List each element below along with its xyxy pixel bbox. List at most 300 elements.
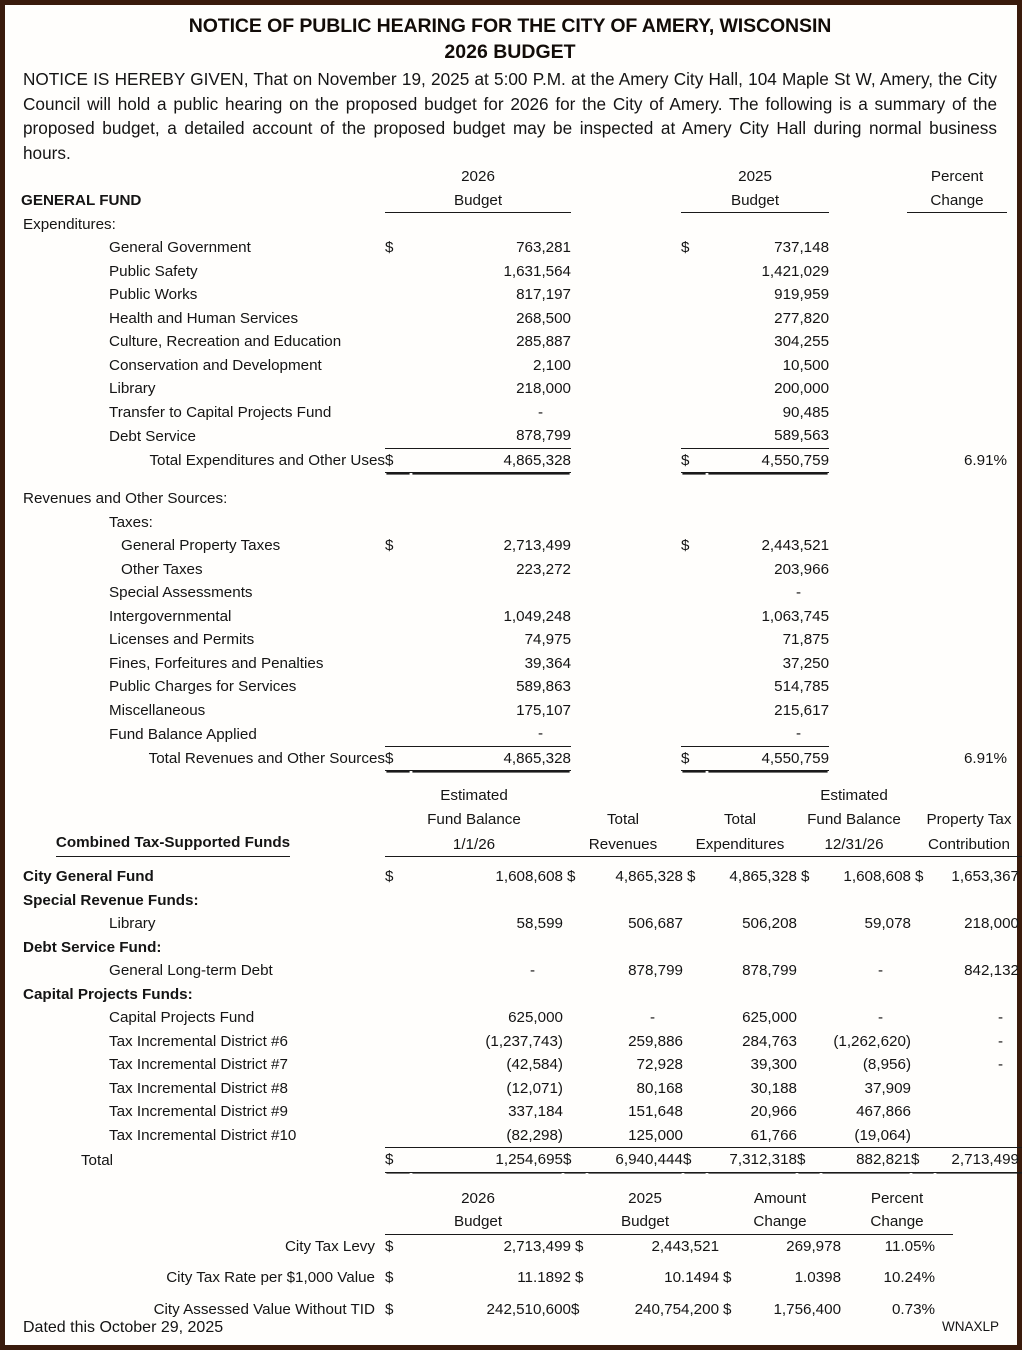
cf-h4-fund-balance: Fund Balance xyxy=(807,810,901,828)
currency-symbol: $ xyxy=(571,1300,580,1318)
value-total-expenditures: 39,300 xyxy=(750,1056,797,1074)
value-2025: 240,754,200 xyxy=(634,1300,720,1318)
currency-symbol xyxy=(681,377,707,401)
currency-symbol: $ xyxy=(385,868,394,886)
taxes-label: Taxes: xyxy=(109,513,153,531)
value-amount-change: 269,978 xyxy=(786,1237,842,1255)
currency-symbol xyxy=(385,377,411,401)
value-total-revenues: 72,928 xyxy=(636,1056,683,1074)
currency-symbol xyxy=(385,330,411,354)
row-label: Fines, Forfeitures and Penalties xyxy=(109,654,324,672)
table-row xyxy=(21,558,1007,582)
currency-symbol: $ xyxy=(385,239,394,257)
currency-symbol: $ xyxy=(681,448,707,473)
table-row xyxy=(21,889,1022,913)
value-2025: 215,617 xyxy=(774,701,830,719)
table-row xyxy=(21,354,1007,378)
gf-header-budget-2026: Budget xyxy=(385,189,571,213)
tl-h-budget-2025: Budget xyxy=(571,1210,719,1234)
table-row xyxy=(21,652,1007,676)
row-label: Licenses and Permits xyxy=(109,631,255,649)
table-row xyxy=(21,1124,1022,1148)
row-label: Miscellaneous xyxy=(109,701,206,719)
gf-header-percent: Percent xyxy=(930,168,984,186)
currency-symbol xyxy=(385,1053,411,1077)
row-label: Tax Incremental District #8 xyxy=(109,1079,288,1097)
currency-symbol xyxy=(385,424,411,448)
revenues-label: Revenues and Other Sources: xyxy=(23,490,228,508)
row-label: Capital Projects Fund xyxy=(109,1009,255,1027)
value-fund-balance-start: 1,608,608 xyxy=(495,868,563,886)
row-label: Public Works xyxy=(109,286,198,304)
currency-symbol xyxy=(911,1124,935,1148)
total-2025: 4,550,759 xyxy=(707,746,829,771)
value-2025: 2,443,521 xyxy=(651,1237,720,1255)
value-fund-balance-end: 59,078 xyxy=(864,915,911,933)
value-fund-balance-start: (1,237,743) xyxy=(485,1032,563,1050)
currency-symbol xyxy=(681,699,707,723)
value-2026: 589,863 xyxy=(516,678,572,696)
total-fund-balance-start: 1,254,695 xyxy=(411,1148,563,1173)
value-2026: 878,799 xyxy=(516,427,572,445)
row-label: Transfer to Capital Projects Fund xyxy=(109,403,332,421)
gf-header-2025: 2025 xyxy=(738,168,772,186)
value-2025: 304,255 xyxy=(774,333,830,351)
value-fund-balance-end: (1,262,620) xyxy=(833,1032,911,1050)
currency-symbol xyxy=(681,722,707,746)
gf-header-row-2 xyxy=(21,189,1007,213)
value-fund-balance-end: - xyxy=(877,1009,883,1027)
currency-symbol xyxy=(563,1077,587,1101)
currency-symbol xyxy=(563,1006,587,1030)
cf-h4-date: 12/31/26 xyxy=(797,831,911,857)
row-label: City Tax Levy xyxy=(284,1237,375,1255)
currency-symbol: $ xyxy=(385,746,411,771)
cf-h3-blank xyxy=(683,784,797,808)
total-label: Total xyxy=(80,1151,114,1169)
total-label: Total Revenues and Other Sources xyxy=(148,750,385,768)
currency-symbol: $ xyxy=(797,1148,821,1173)
value-2026: - xyxy=(537,725,544,743)
currency-symbol xyxy=(911,1053,935,1077)
table-row xyxy=(21,959,1022,983)
tl-h-change-amount: Change xyxy=(719,1210,841,1234)
value-total-expenditures: 4,865,328 xyxy=(729,868,797,886)
table-row xyxy=(21,1077,1022,1101)
currency-symbol xyxy=(385,1006,411,1030)
table-row xyxy=(21,1030,1022,1054)
currency-symbol xyxy=(683,1124,707,1148)
table-row xyxy=(21,236,1007,260)
row-label: General Government xyxy=(109,239,251,257)
currency-symbol: $ xyxy=(385,448,411,473)
value-total-revenues: 506,687 xyxy=(628,915,683,933)
currency-symbol xyxy=(563,1053,587,1077)
currency-symbol xyxy=(911,1077,935,1101)
value-2026: 242,510,600 xyxy=(486,1300,572,1318)
cf-h2-blank xyxy=(563,784,683,808)
currency-symbol xyxy=(563,1030,587,1054)
row-label: Public Safety xyxy=(109,262,198,280)
cf-header-row-3 xyxy=(21,831,1022,857)
currency-symbol xyxy=(385,260,411,284)
cf-h5-blank xyxy=(911,784,1022,808)
value-fund-balance-start: 58,599 xyxy=(516,915,563,933)
table-row xyxy=(21,1100,1022,1124)
value-2025: 1,063,745 xyxy=(761,607,830,625)
table-row xyxy=(21,1053,1022,1077)
cf-h3-expenditures: Expenditures xyxy=(683,831,797,857)
gf-header-change: Change xyxy=(907,189,1007,213)
value-total-expenditures: 506,208 xyxy=(742,915,797,933)
row-label: Intergovernmental xyxy=(109,607,232,625)
value-2025: 10,500 xyxy=(782,356,830,374)
row-label: Tax Incremental District #6 xyxy=(109,1032,288,1050)
row-label: Library xyxy=(109,380,156,398)
currency-symbol xyxy=(797,1100,821,1124)
currency-symbol: $ xyxy=(575,1237,584,1255)
value-percent-change: 11.05% xyxy=(884,1237,936,1255)
value-fund-balance-end: (8,956) xyxy=(862,1056,911,1074)
value-2025: - xyxy=(795,584,802,602)
value-total-revenues: 878,799 xyxy=(628,962,683,980)
currency-symbol xyxy=(683,1030,707,1054)
value-2025: 203,966 xyxy=(774,560,830,578)
wnaxlp-mark: WNAXLP xyxy=(941,1319,999,1334)
currency-symbol xyxy=(719,1234,745,1258)
value-2026 xyxy=(411,581,571,605)
row-label: Debt Service Fund: xyxy=(23,938,162,956)
combined-funds-title: Combined Tax-Supported Funds xyxy=(56,831,290,857)
cf-h2-total: Total xyxy=(606,810,640,828)
cf-header-row-2 xyxy=(21,808,1022,832)
total-2026: 4,865,328 xyxy=(411,746,571,771)
value-amount-change: 1.0398 xyxy=(794,1269,842,1287)
currency-symbol xyxy=(797,1124,821,1148)
value-2026: 763,281 xyxy=(516,239,572,257)
value-2025: 200,000 xyxy=(774,380,830,398)
value-2026: 817,197 xyxy=(516,286,572,304)
currency-symbol xyxy=(385,283,411,307)
currency-symbol: $ xyxy=(683,1148,707,1173)
tl-header-row-2 xyxy=(21,1210,1022,1234)
currency-symbol xyxy=(681,424,707,448)
value-percent-change: 10.24% xyxy=(883,1269,936,1287)
value-amount-change: 1,756,400 xyxy=(773,1300,842,1318)
row-label: Other Taxes xyxy=(121,560,203,578)
currency-symbol xyxy=(911,1006,935,1030)
row-label: City Assessed Value Without TID xyxy=(153,1300,375,1318)
cf-h5-contribution: Contribution xyxy=(911,831,1022,857)
table-row xyxy=(21,377,1007,401)
currency-symbol: $ xyxy=(575,1269,584,1287)
currency-symbol xyxy=(683,1100,707,1124)
currency-symbol xyxy=(797,912,821,936)
value-total-revenues: - xyxy=(649,1009,655,1027)
expenditures-heading-row xyxy=(21,213,1007,237)
value-total-expenditures: 284,763 xyxy=(742,1032,797,1050)
table-row xyxy=(21,675,1007,699)
value-2025: 1,421,029 xyxy=(761,262,830,280)
value-2025: 10.1494 xyxy=(664,1269,720,1287)
currency-symbol xyxy=(681,401,707,425)
table-row xyxy=(21,912,1022,936)
table-row xyxy=(21,1006,1022,1030)
tl-h-budget-2026: Budget xyxy=(385,1210,571,1234)
currency-symbol xyxy=(911,959,935,983)
value-2025: - xyxy=(795,725,802,743)
currency-symbol xyxy=(683,959,707,983)
currency-symbol xyxy=(681,675,707,699)
currency-symbol: $ xyxy=(681,746,707,771)
currency-symbol: $ xyxy=(723,1269,732,1287)
value-total-revenues: 80,168 xyxy=(636,1079,683,1097)
currency-symbol xyxy=(797,959,821,983)
value-property-tax: 1,653,367 xyxy=(951,868,1019,886)
value-2026: 2,100 xyxy=(533,356,572,374)
cf-h4-estimated: Estimated xyxy=(820,787,888,805)
row-label: Fund Balance Applied xyxy=(109,725,257,743)
currency-symbol xyxy=(563,1124,587,1148)
currency-symbol xyxy=(385,401,411,425)
tl-h-change-percent: Change xyxy=(841,1210,953,1234)
value-2025: 37,250 xyxy=(782,654,830,672)
currency-symbol xyxy=(385,722,411,746)
cf-h5-property-tax: Property Tax xyxy=(926,810,1012,828)
page-title: NOTICE OF PUBLIC HEARING FOR THE CITY OF AMERY, WISCONSIN xyxy=(188,15,832,37)
value-2026: 74,975 xyxy=(524,631,572,649)
spacer-row xyxy=(21,857,1022,866)
gf-header-budget-2025: Budget xyxy=(681,189,829,213)
row-label: Tax Incremental District #9 xyxy=(109,1103,288,1121)
row-label: Capital Projects Funds: xyxy=(23,985,193,1003)
page-subtitle: 2026 BUDGET xyxy=(444,41,576,63)
currency-symbol xyxy=(797,1006,821,1030)
value-total-revenues: 151,648 xyxy=(628,1103,683,1121)
currency-symbol: $ xyxy=(681,537,690,555)
value-total-expenditures: 878,799 xyxy=(742,962,797,980)
table-row xyxy=(21,283,1007,307)
value-2026: 2,713,499 xyxy=(503,1237,572,1255)
table-row xyxy=(21,722,1007,746)
total-fund-balance-end: 882,821 xyxy=(821,1148,911,1173)
row-label: Tax Incremental District #7 xyxy=(109,1056,288,1074)
currency-symbol xyxy=(683,1077,707,1101)
value-fund-balance-end: 1,608,608 xyxy=(843,868,911,886)
value-2026: 175,107 xyxy=(516,701,572,719)
currency-symbol xyxy=(797,1053,821,1077)
value-2026: 1,631,564 xyxy=(503,262,572,280)
value-2026: 268,500 xyxy=(516,309,572,327)
currency-symbol xyxy=(385,912,411,936)
table-row xyxy=(21,424,1007,448)
currency-symbol xyxy=(563,1100,587,1124)
table-row xyxy=(21,1266,1022,1290)
currency-symbol xyxy=(385,307,411,331)
currency-symbol xyxy=(681,605,707,629)
expenditures-total-row xyxy=(21,448,1007,473)
revenues-total-row xyxy=(21,746,1007,771)
table-row xyxy=(21,865,1022,889)
currency-symbol xyxy=(681,558,707,582)
currency-symbol xyxy=(681,330,707,354)
value-fund-balance-start: 337,184 xyxy=(508,1103,563,1121)
row-label: Special Assessments xyxy=(109,584,253,602)
tl-header-row-1 xyxy=(21,1187,1022,1211)
value-property-tax: - xyxy=(997,1009,1003,1027)
row-label: Culture, Recreation and Education xyxy=(109,333,342,351)
row-label: Health and Human Services xyxy=(109,309,299,327)
table-row xyxy=(21,260,1007,284)
value-2025: 71,875 xyxy=(782,631,830,649)
currency-symbol: $ xyxy=(915,868,924,886)
value-total-revenues: 259,886 xyxy=(628,1032,683,1050)
currency-symbol xyxy=(385,1030,411,1054)
value-2026: 11.1892 xyxy=(517,1269,572,1287)
value-total-expenditures: 61,766 xyxy=(750,1126,797,1144)
cf-h1-estimated: Estimated xyxy=(440,787,508,805)
value-2026: - xyxy=(537,403,544,421)
table-row xyxy=(21,628,1007,652)
currency-symbol xyxy=(385,628,411,652)
currency-symbol xyxy=(797,1077,821,1101)
currency-symbol xyxy=(385,699,411,723)
value-fund-balance-start: (82,298) xyxy=(506,1126,563,1144)
table-row xyxy=(21,605,1007,629)
combined-funds-table xyxy=(21,784,1022,1173)
row-label: City Tax Rate per $1,000 Value xyxy=(166,1269,375,1287)
currency-symbol xyxy=(385,1077,411,1101)
value-property-tax: - xyxy=(997,1056,1003,1074)
currency-symbol xyxy=(385,558,411,582)
gf-header-2026: 2026 xyxy=(461,168,495,186)
currency-symbol xyxy=(385,652,411,676)
tax-levy-table xyxy=(21,1187,1022,1322)
currency-symbol xyxy=(385,1124,411,1148)
currency-symbol: $ xyxy=(911,1148,935,1173)
cf-h3-total: Total xyxy=(723,810,757,828)
value-property-tax xyxy=(935,1077,1022,1101)
dated-line: Dated this October 29, 2025 xyxy=(23,1319,224,1336)
value-fund-balance-start: (42,584) xyxy=(506,1056,563,1074)
table-row xyxy=(21,581,1007,605)
row-label: Special Revenue Funds: xyxy=(23,891,199,909)
value-2025: 2,443,521 xyxy=(761,537,830,555)
currency-symbol xyxy=(385,581,411,605)
cf-h2-revenues: Revenues xyxy=(563,831,683,857)
page-footer xyxy=(23,1319,999,1337)
value-fund-balance-end: 467,866 xyxy=(856,1103,911,1121)
table-row xyxy=(21,534,1007,558)
percent-change: 6.91% xyxy=(963,750,1008,768)
value-property-tax xyxy=(935,1124,1022,1148)
currency-symbol xyxy=(385,605,411,629)
cf-header-row-1 xyxy=(21,784,1022,808)
revenues-heading-row xyxy=(21,487,1007,511)
total-label: Total Expenditures and Other Uses xyxy=(149,452,385,470)
value-total-expenditures: 625,000 xyxy=(742,1009,797,1027)
currency-symbol: $ xyxy=(385,1148,411,1173)
value-2025: 90,485 xyxy=(782,403,830,421)
value-fund-balance-start: 625,000 xyxy=(508,1009,563,1027)
value-property-tax: 842,132 xyxy=(964,962,1019,980)
currency-symbol: $ xyxy=(723,1300,732,1318)
currency-symbol xyxy=(681,307,707,331)
currency-symbol xyxy=(681,581,707,605)
total-2025: 4,550,759 xyxy=(707,448,829,473)
tl-h-percent: Percent xyxy=(870,1189,924,1207)
value-percent-change: 0.73% xyxy=(891,1300,936,1318)
spacer-row xyxy=(21,473,1007,488)
currency-symbol xyxy=(911,912,935,936)
value-total-expenditures: 20,966 xyxy=(750,1103,797,1121)
table-row xyxy=(21,983,1022,1007)
currency-symbol: $ xyxy=(385,1300,394,1318)
currency-symbol xyxy=(911,1030,935,1054)
currency-symbol xyxy=(385,354,411,378)
general-fund-table xyxy=(21,165,1007,771)
value-fund-balance-end: (19,064) xyxy=(854,1126,911,1144)
notice-body-text: NOTICE IS HEREBY GIVEN, That on November 19, 2025 at 5:00 P.M. at the Amery City Hall, 104 Maple St W, Amery, the City Council will hold a public hearing on the proposed budget for 2026 for the City of Amery. The following is a summary of the proposed budget, a detailed account of the proposed budget may be inspected at Amery City Hall during normal business hours. xyxy=(23,69,997,163)
expenditures-label: Expenditures: xyxy=(23,215,116,233)
value-2026: 39,364 xyxy=(524,654,572,672)
table-row xyxy=(21,307,1007,331)
value-2026: 285,887 xyxy=(516,333,572,351)
value-2025: 277,820 xyxy=(774,309,830,327)
table-row xyxy=(21,330,1007,354)
taxes-heading-row xyxy=(21,511,1007,535)
value-fund-balance-end: - xyxy=(877,962,883,980)
value-2026: 218,000 xyxy=(516,380,572,398)
cf-h1-date: 1/1/26 xyxy=(385,831,563,857)
currency-symbol xyxy=(683,1053,707,1077)
currency-symbol xyxy=(681,354,707,378)
tl-h-amount: Amount xyxy=(753,1189,807,1207)
table-row xyxy=(21,936,1022,960)
table-row xyxy=(21,401,1007,425)
currency-symbol xyxy=(563,912,587,936)
currency-symbol xyxy=(681,628,707,652)
percent-change: 6.91% xyxy=(963,452,1008,470)
value-2025: 737,148 xyxy=(774,239,830,257)
value-2026: 1,049,248 xyxy=(503,607,572,625)
value-2025: 514,785 xyxy=(774,678,830,696)
row-label: City General Fund xyxy=(23,868,154,886)
gf-header-row-1 xyxy=(21,165,1007,189)
currency-symbol: $ xyxy=(563,1148,587,1173)
total-expenditures: 7,312,318 xyxy=(707,1148,797,1173)
row-label: Conservation and Development xyxy=(109,356,322,374)
value-2026: 223,272 xyxy=(516,560,572,578)
value-total-revenues: 125,000 xyxy=(628,1126,683,1144)
value-2025: 919,959 xyxy=(774,286,830,304)
total-property-tax: 2,713,499 xyxy=(935,1148,1022,1173)
currency-symbol xyxy=(681,260,707,284)
currency-symbol xyxy=(797,1030,821,1054)
table-row xyxy=(21,699,1007,723)
general-fund-label: GENERAL FUND xyxy=(21,192,142,210)
currency-symbol xyxy=(385,959,411,983)
row-label: Library xyxy=(109,915,156,933)
row-label: General Property Taxes xyxy=(121,537,281,555)
currency-symbol xyxy=(681,283,707,307)
value-fund-balance-start: - xyxy=(529,962,535,980)
tl-h-2025: 2025 xyxy=(628,1189,662,1207)
total-revenues: 6,940,444 xyxy=(587,1148,683,1173)
combined-funds-total-row xyxy=(21,1148,1022,1173)
currency-symbol xyxy=(563,959,587,983)
currency-symbol xyxy=(911,1100,935,1124)
